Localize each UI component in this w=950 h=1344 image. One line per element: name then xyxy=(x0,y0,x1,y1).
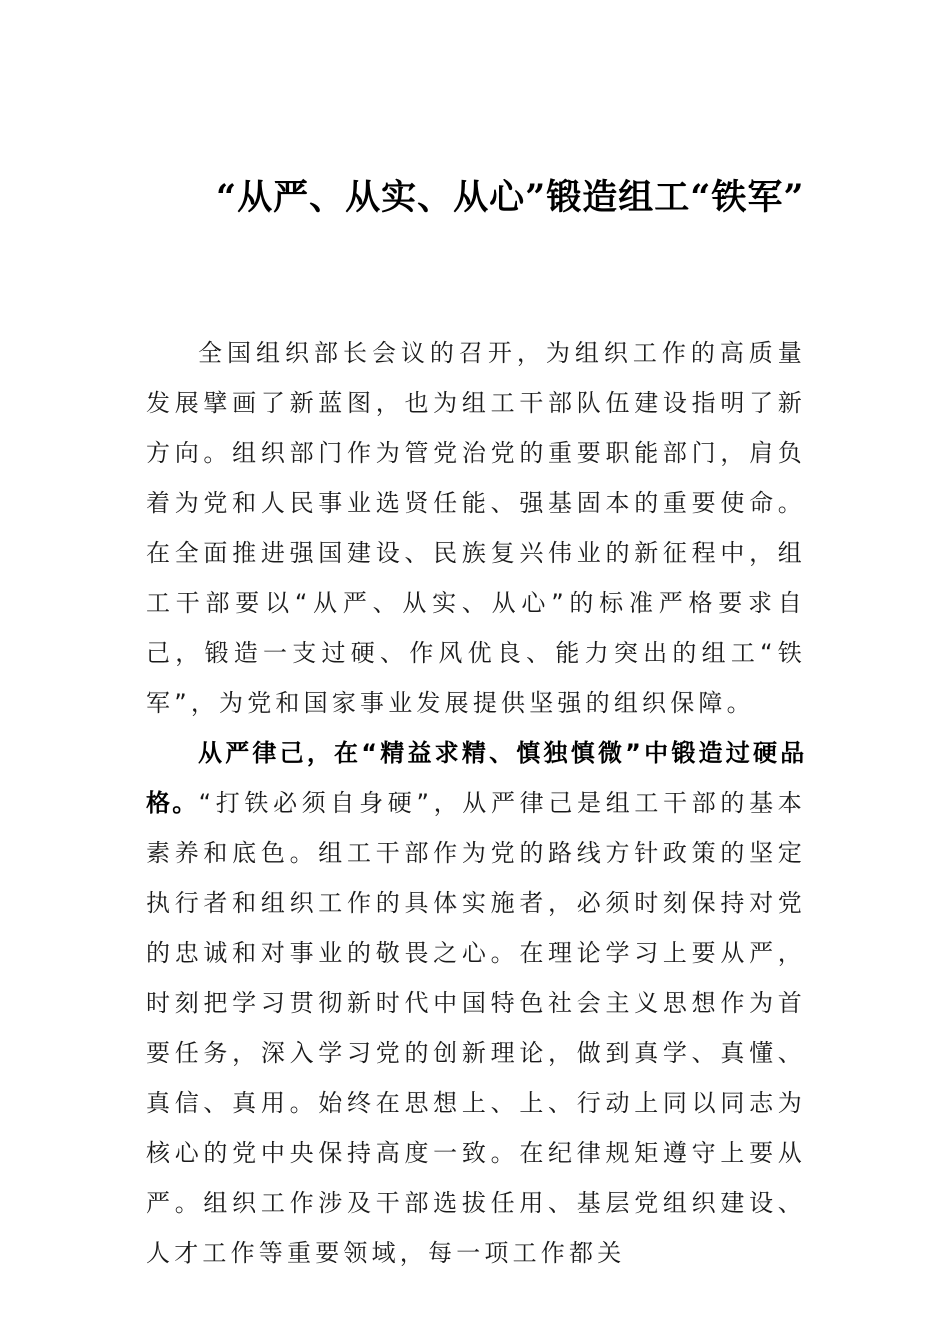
paragraph-1-text: 全国组织部长会议的召开，为组织工作的高质量发展擘画了新蓝图，也为组工干部队伍建设指明了新方向。组织部门作为管党治党的重要职能部门，肩负着为党和人民事业选贤任能、强基固本的重要使命。在全面推进强国建设、民族复兴伟业的新征程中，组工干部要以“从严、从实、从心”的标准严格要求自己，锻造一支过硬、作风优良、能力突出的组工“铁军”，为党和国家事业发展提供坚强的组织保障。 xyxy=(146,339,806,717)
paragraph-2-lead: 从严律己，在“精益求精、慎独慎微”中锻造过硬品格。 xyxy=(146,739,806,817)
document-body xyxy=(146,328,806,1278)
document-title: “从严、从实、从心”锻造组工“铁军” xyxy=(216,177,805,218)
paragraph-1 xyxy=(146,328,806,728)
paragraph-2-text: “打铁必须自身硬”，从严律己是组工干部的基本素养和底色。组工干部作为党的路线方针政策的坚定执行者和组织工作的具体实施者，必须时刻保持对党的忠诚和对事业的敬畏之心。在理论学习上要从严，时刻把学习贯彻新时代中国特色社会主义思想作为首要任务，深入学习党的创新理论，做到真学、真懂、真信、真用。始终在思想上、上、行动上同以同志为核心的党中央保持高度一致。在纪律规矩遵守上要从严。组织工作涉及干部选拔任用、基层党组织建设、人才工作等重要领域，每一项工作都关 xyxy=(146,789,807,1267)
paragraph-2 xyxy=(146,728,806,1278)
